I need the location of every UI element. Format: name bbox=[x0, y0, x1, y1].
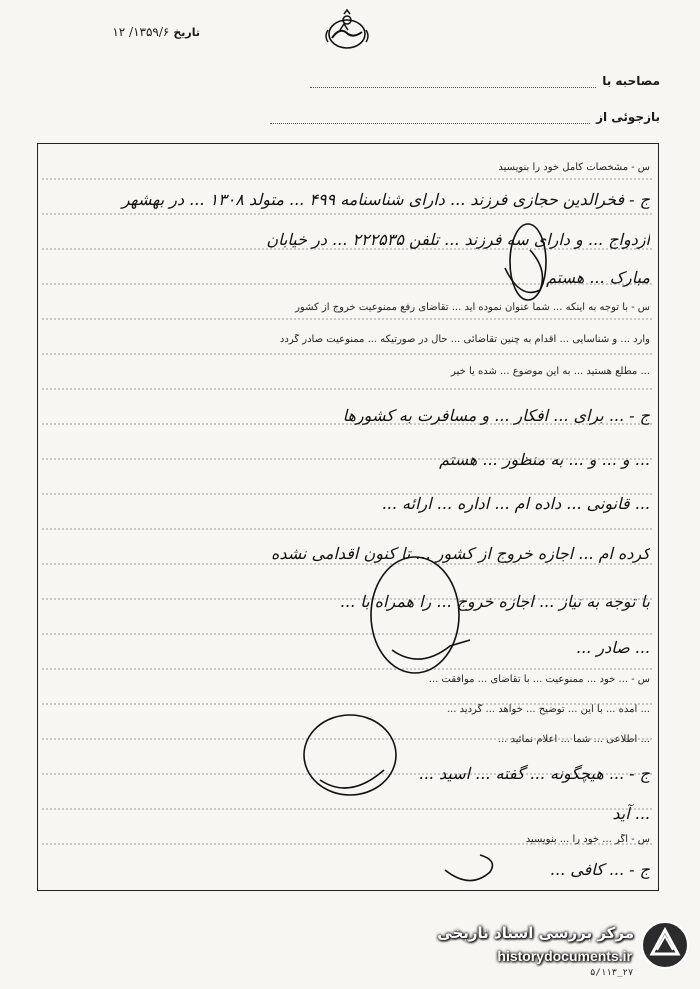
interrogation-line bbox=[270, 104, 660, 124]
watermark bbox=[400, 918, 690, 980]
answer-line: ازدواج ... و دارای سه فرزند ... تلفن ۲۲۲۵۳۵ ... در خیابان bbox=[266, 230, 650, 249]
form-box bbox=[37, 143, 659, 891]
header-date bbox=[40, 20, 200, 44]
document-code: ۵/۱۱۳_۲۷ bbox=[590, 968, 634, 978]
interview-line bbox=[310, 68, 660, 88]
answer-line: ج - ... برای ... افکار ... و مسافرت به کشورها bbox=[342, 406, 650, 425]
answer-line: با توجه به نیاز ... اجازه خروج ... را همراه با ... bbox=[339, 592, 650, 611]
date-label: تاریخ bbox=[173, 25, 200, 39]
question-line: س - ... خود ... ممنوعیت ... با تقاضای ... موافقت ... bbox=[428, 674, 650, 685]
answer-line: ... آید bbox=[612, 804, 650, 823]
question-line: س - اگر ... خود را ... بنویسید bbox=[525, 834, 650, 845]
question-line: س - مشخصات کامل خود را بنویسید bbox=[498, 162, 650, 173]
answer-line: ... قانونی ... داده ام ... اداره ... ارائه ... bbox=[381, 494, 650, 513]
interrogation-dotted-line bbox=[270, 111, 590, 124]
watermark-title: مرکز بررسی اسناد تاریخی bbox=[437, 924, 634, 942]
interrogation-label: بازجوئی از bbox=[596, 110, 660, 124]
answer-line: ج - ... هیچگونه ... گفته ... اسید ... bbox=[418, 764, 650, 783]
answer-line: مبارک ... هستم bbox=[546, 268, 650, 287]
answer-line: ج - فخرالدین حجازی فرزند ... دارای شناسنامه ۴۹۹ ... متولد ۱۳۰۸ ... در بهشهر bbox=[121, 190, 650, 209]
lion-and-sun-emblem-icon bbox=[318, 8, 376, 54]
date-value: ۱۳۵۹/۶/ ۱۲ bbox=[112, 25, 170, 39]
question-line: وارد ... و شناسایی ... اقدام به چنین تقاضائی ... حال در صورتیکه ... ممنوعیت صادر گردد bbox=[279, 334, 650, 345]
answer-line: ... و ... و ... به منظور ... هستم bbox=[439, 450, 650, 469]
answer-line: کرده ام ... اجازه خروج از کشور ... تا کنون اقدامی نشده bbox=[270, 544, 650, 563]
watermark-url: historydocuments.ir bbox=[497, 948, 632, 964]
question-line: ... اطلاعی ... شما ... اعلام نمائید ... bbox=[497, 734, 650, 745]
question-line: ... مطلع هستید ... به این موضوع ... شده یا خیر bbox=[451, 366, 650, 377]
answer-line: ... صادر ... bbox=[576, 638, 650, 657]
question-line: ... آمده ... با این ... توضیح ... خواهد ... گردید ... bbox=[446, 704, 650, 715]
answer-line: ج - ... کافی ... bbox=[549, 860, 650, 879]
question-line: س - با توجه به اینکه ... شما عنوان نموده اید ... تقاضای رفع ممنوعیت خروج از کشور bbox=[295, 302, 650, 313]
archive-logo-icon bbox=[640, 920, 690, 970]
interview-dotted-line bbox=[310, 75, 596, 88]
interview-label: مصاحبه با bbox=[602, 74, 660, 88]
